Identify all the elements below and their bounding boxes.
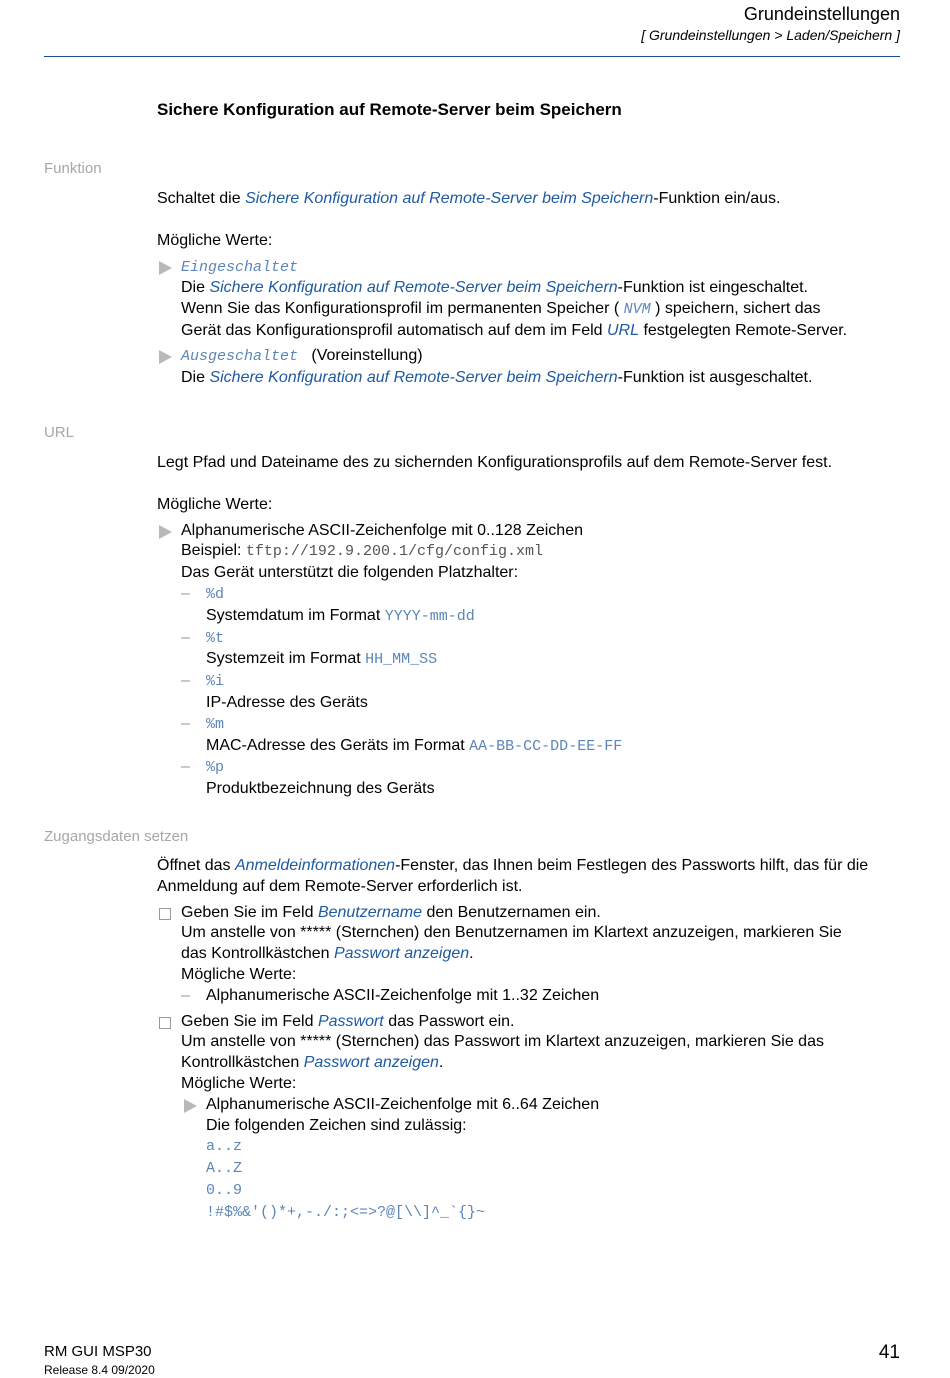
url-field-link[interactable]: URL bbox=[606, 321, 639, 339]
dash-bullet-icon: – bbox=[181, 714, 190, 732]
placeholder-code: %t bbox=[206, 629, 225, 647]
placeholder-item bbox=[157, 628, 902, 672]
placeholder-item bbox=[157, 714, 902, 758]
url-value-item: Alphanumerische ASCII-Zeichenfolge mit 0..128 Zeichen Beispiel: tftp://192.9.200.1/cfg/config.xml Das Gerät unterstützt die folgenden Platzhalter: bbox=[157, 521, 902, 584]
allowed-character-range: a..z bbox=[206, 1138, 243, 1156]
dash-bullet-icon: – bbox=[181, 584, 190, 602]
zugang-block bbox=[157, 856, 902, 1224]
passwort-value: Alphanumerische ASCII-Zeichenfolge mit 6..64 Zeichen Die folgenden Zeichen sind zulässig: a..z A..Z 0..9 !#$%&'()*+,-./:;<=>?@[\\]^_`{}~ bbox=[157, 1095, 902, 1224]
placeholder-item bbox=[157, 584, 902, 628]
benutzername-link[interactable]: Benutzername bbox=[317, 903, 423, 921]
placeholder-format: HH_MM_SS bbox=[365, 651, 438, 669]
placeholder-code: %p bbox=[206, 759, 225, 777]
checkbox-bullet-icon bbox=[159, 1017, 171, 1029]
side-label-funktion: Funktion bbox=[44, 160, 102, 177]
url-description: Legt Pfad und Dateiname des zu sichernden Konfigurationsprofils auf dem Remote-Server fest. bbox=[157, 454, 833, 471]
allowed-character-range: A..Z bbox=[206, 1160, 243, 1178]
step-benutzername: Geben Sie im Feld Benutzername den Benutzernamen ein. Um anstelle von ***** (Sternchen) den Benutzernamen im Klartext anzuzeigen, markieren Sie das Kontrollkästchen Passwort anzeigen. Mögliche Werte: bbox=[157, 903, 902, 986]
dash-bullet-icon: – bbox=[181, 628, 190, 646]
placeholder-format: YYYY-mm-dd bbox=[384, 607, 475, 625]
funktion-values-label: Mögliche Werte: bbox=[157, 231, 273, 249]
side-label-url: URL bbox=[44, 424, 75, 441]
option-link[interactable]: Sichere Konfiguration auf Remote-Server beim Speichern bbox=[209, 279, 618, 297]
step-passwort: Geben Sie im Feld Passwort das Passwort ein. Um anstelle von ***** (Sternchen) das Passwort im Klartext anzuzeigen, markieren Sie das Kontrollkästchen Passwort anzeigen. Mögliche Werte: bbox=[157, 1012, 902, 1095]
zugang-description-2: Anmeldung auf dem Remote-Server erforderlich ist. bbox=[157, 877, 523, 895]
dash-bullet-icon: – bbox=[181, 672, 190, 690]
triangle-bullet-icon bbox=[159, 525, 172, 539]
option-value: Ausgeschaltet bbox=[181, 347, 299, 365]
placeholder-format: AA-BB-CC-DD-EE-FF bbox=[469, 737, 623, 755]
option-eingeschaltet: Eingeschaltet Die Sichere Konfiguration auf Remote-Server beim Speichern-Funktion ist eingeschaltet. Wenn Sie das Konfigurationsprofil im permanenten Speicher ( NVM ) speichern, sichert das Gerät das Konfigurationsprofil automatisch auf dem im Feld URL festgelegten Remote-Server. bbox=[157, 257, 902, 342]
checkbox-bullet-icon bbox=[159, 908, 171, 920]
passwort-link[interactable]: Passwort bbox=[317, 1012, 384, 1030]
default-marker: (Voreinstellung) bbox=[311, 346, 423, 364]
allowed-character-range: !#$%&'()*+,-./:;<=>?@[\\]^_`{}~ bbox=[206, 1203, 486, 1221]
triangle-bullet-icon bbox=[159, 350, 172, 364]
funktion-link[interactable]: Sichere Konfiguration auf Remote-Server beim Speichern bbox=[245, 190, 654, 207]
passwort-anzeigen-link[interactable]: Passwort anzeigen bbox=[303, 1054, 439, 1072]
triangle-bullet-icon bbox=[159, 261, 172, 275]
footer-product: RM GUI MSP30 bbox=[44, 1343, 152, 1360]
side-label-zugangsdaten: Zugangsdaten setzen bbox=[44, 828, 189, 845]
funktion-description: Schaltet die Sichere Konfiguration auf Remote-Server beim Speichern-Funktion ein/aus. bbox=[157, 190, 781, 207]
placeholder-item bbox=[157, 671, 902, 714]
header-rule bbox=[44, 56, 900, 57]
zugang-description: Öffnet das Anmeldeinformationen-Fenster, das Ihnen beim Festlegen des Passworts hilft, das für die bbox=[157, 857, 869, 874]
placeholder-description: MAC-Adresse des Geräts im Format bbox=[206, 736, 470, 754]
option-value: Eingeschaltet bbox=[181, 258, 299, 276]
section-title: Sichere Konfiguration auf Remote-Server beim Speichern bbox=[157, 100, 622, 119]
dash-bullet-icon: – bbox=[181, 758, 190, 776]
page-number: 41 bbox=[878, 1342, 900, 1363]
url-values-label: Mögliche Werte: bbox=[157, 495, 273, 513]
url-block bbox=[157, 453, 902, 800]
funktion-block bbox=[157, 189, 902, 388]
placeholder-description: Systemdatum im Format bbox=[206, 606, 385, 624]
placeholder-code: %i bbox=[206, 673, 225, 691]
placeholder-list bbox=[157, 584, 902, 800]
option-ausgeschaltet: Ausgeschaltet (Voreinstellung) Die Sichere Konfiguration auf Remote-Server beim Speichern-Funktion ist ausgeschaltet. bbox=[157, 346, 902, 389]
benutzername-value: – Alphanumerische ASCII-Zeichenfolge mit 1..32 Zeichen bbox=[157, 986, 902, 1007]
header-title: Grundeinstellungen bbox=[743, 4, 900, 24]
placeholder-description: Produktbezeichnung des Geräts bbox=[206, 780, 435, 798]
dash-bullet-icon: – bbox=[181, 986, 190, 1004]
anmeldeinformationen-link[interactable]: Anmeldeinformationen bbox=[234, 857, 396, 874]
placeholder-code: %m bbox=[206, 715, 225, 733]
allowed-characters bbox=[206, 1136, 902, 1223]
option-link[interactable]: Sichere Konfiguration auf Remote-Server beim Speichern bbox=[209, 368, 618, 386]
example-url: tftp://192.9.200.1/cfg/config.xml bbox=[245, 543, 543, 561]
allowed-character-range: 0..9 bbox=[206, 1181, 243, 1199]
nvm-code: NVM bbox=[623, 301, 651, 319]
header-breadcrumb: [ Grundeinstellungen > Laden/Speichern ] bbox=[641, 27, 900, 43]
placeholder-description: Systemzeit im Format bbox=[206, 650, 366, 668]
footer-release: Release 8.4 09/2020 bbox=[44, 1363, 155, 1377]
passwort-anzeigen-link[interactable]: Passwort anzeigen bbox=[333, 945, 470, 963]
placeholder-description: IP-Adresse des Geräts bbox=[206, 693, 368, 711]
triangle-bullet-icon bbox=[184, 1099, 197, 1113]
placeholder-code: %d bbox=[206, 585, 225, 603]
placeholder-item bbox=[157, 757, 902, 800]
